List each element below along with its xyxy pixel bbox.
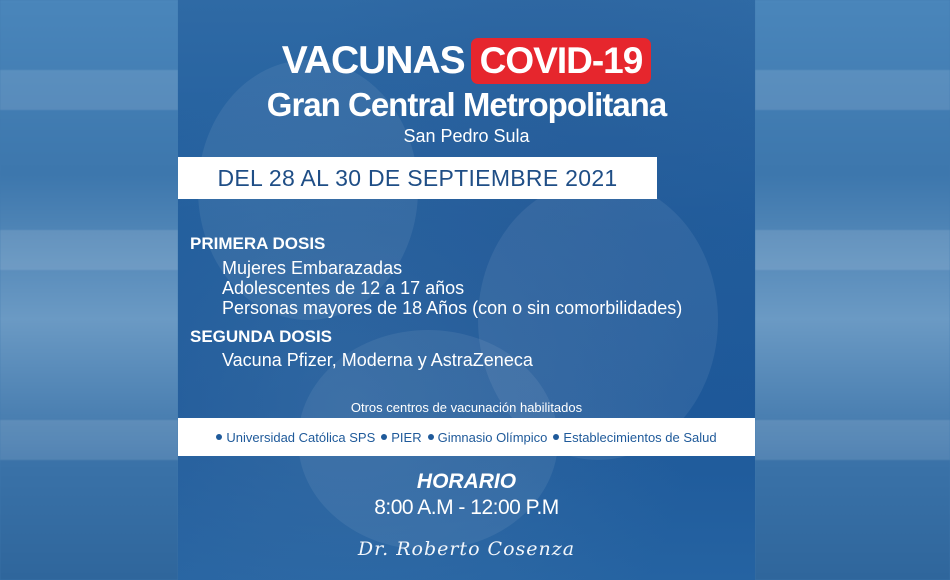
first-dose-heading: PRIMERA DOSIS (190, 234, 326, 253)
blurred-background-right (755, 0, 950, 580)
covid-badge: COVID-19 (471, 38, 652, 84)
centers-band (178, 418, 755, 456)
poster-title (178, 38, 755, 84)
center-label: Establecimientos de Salud (563, 429, 717, 445)
center-label: PIER (391, 429, 422, 445)
title-word: VACUNAS (281, 39, 465, 82)
schedule-label: HORARIO (416, 470, 517, 493)
second-dose-item: Vacuna Pfizer, Moderna y AstraZeneca (222, 350, 533, 370)
bullet-icon (553, 434, 559, 440)
signature: Dr. Roberto Cosenza (357, 538, 576, 560)
center-label: Universidad Católica SPS (226, 429, 376, 445)
blurred-background-left (0, 0, 178, 580)
first-dose-item: Adolescentes de 12 a 17 años (222, 278, 465, 298)
center-item (381, 430, 421, 445)
center-label: Gimnasio Olímpico (437, 429, 548, 445)
first-dose-item: Personas mayores de 18 Años (con o sin comorbilidades) (222, 298, 683, 318)
bullet-icon (216, 434, 222, 440)
first-dose-item: Mujeres Embarazadas (222, 258, 403, 278)
other-centers-label: Otros centros de vacunación habilitados (350, 400, 583, 415)
second-dose-heading: SEGUNDA DOSIS (190, 327, 333, 346)
bullet-icon (381, 434, 387, 440)
vaccination-poster (178, 0, 755, 580)
center-item (553, 430, 716, 445)
date-band (178, 157, 657, 199)
schedule-value: 8:00 A.M - 12:00 P.M (374, 496, 559, 519)
venue-name: Gran Central Metropolitana (266, 86, 667, 123)
center-item (216, 430, 375, 445)
date-range: DEL 28 AL 30 DE SEPTIEMBRE 2021 (217, 164, 618, 191)
bullet-icon (428, 434, 434, 440)
city-name: San Pedro Sula (403, 126, 530, 146)
center-item (428, 430, 548, 445)
